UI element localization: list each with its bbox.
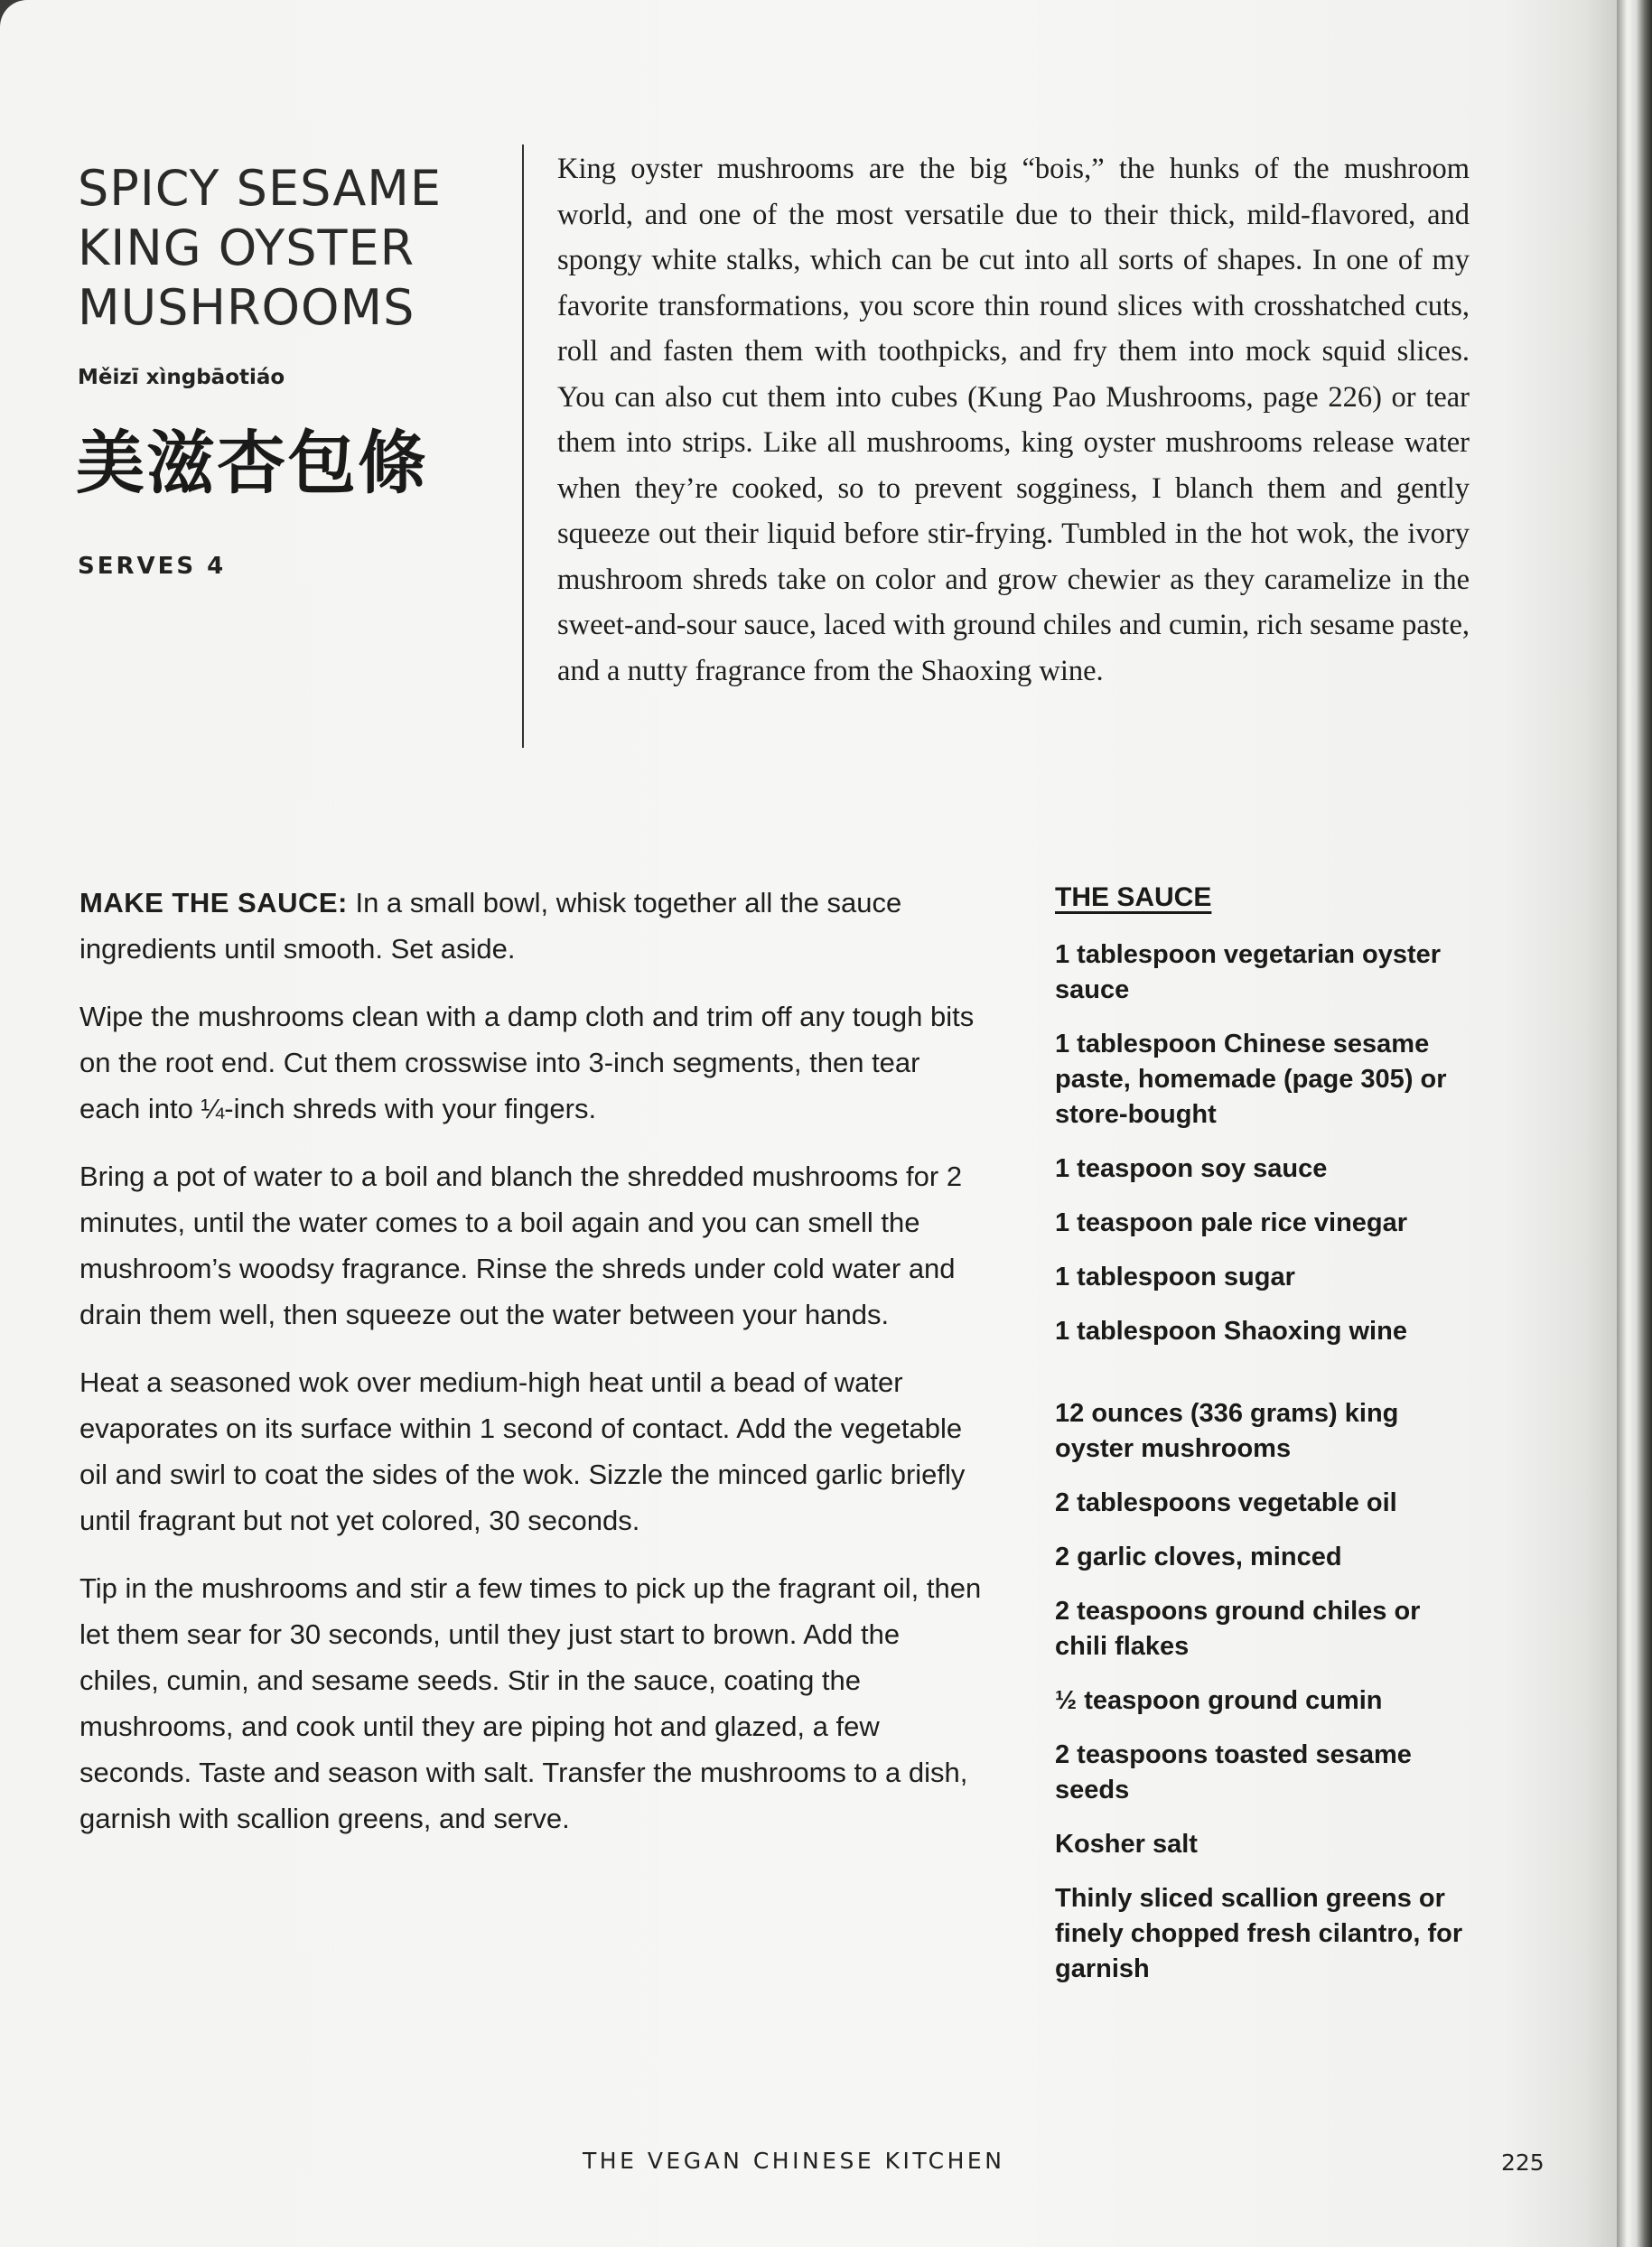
ingredient-item: Kosher salt: [1055, 1830, 1198, 1859]
recipe-chinese-name: 美滋杏包條: [76, 423, 428, 503]
ingredient-item: Thinly sliced scallion greens or finely chopped fresh cilantro, for garnish: [1055, 1884, 1463, 1983]
ingredient-item: 12 ounces (336 grams) king oyster mushrooms: [1055, 1399, 1399, 1463]
method-step-3: Bring a pot of water to a boil and blanch the shredded mushrooms for 2 minutes, until the water comes to a boil again and you can smell the mushroom’s woodsy fragrance. Rinse the shreds under cold water and drain them well, then squeeze out the water between your hands.: [79, 1161, 963, 1330]
step-lead: MAKE THE SAUCE:: [79, 887, 348, 918]
method-steps: [79, 880, 983, 1863]
ingredient-item: 2 teaspoons ground chiles or chili flakes: [1055, 1597, 1421, 1661]
book-title-footer: THE VEGAN CHINESE KITCHEN: [583, 2148, 1005, 2174]
vertical-divider: [522, 145, 524, 748]
ingredient-item: 1 tablespoon sugar: [1055, 1263, 1295, 1291]
recipe-title-line-2: KING OYSTER: [78, 219, 415, 276]
ingredient-item: 2 tablespoons vegetable oil: [1055, 1488, 1397, 1517]
ingredient-item: 1 tablespoon Shaoxing wine: [1055, 1317, 1407, 1346]
sauce-ingredients: [1055, 937, 1479, 1349]
method-step-5: Tip in the mushrooms and stir a few times to pick up the fragrant oil, then let them sear for 30 seconds, until they just start to brown. Add the chiles, cumin, and sesame seeds. Stir in the sauce, coating the mushrooms, and cook until they are piping hot and glazed, a few seconds. Taste and season with salt. Transfer the mushrooms to a dish, garnish with scallion greens, and serve.: [79, 1572, 982, 1834]
method-step-1: [79, 880, 983, 972]
ingredient-item: 2 teaspoons toasted sesame seeds: [1055, 1740, 1412, 1804]
sauce-heading: THE SAUCE: [1055, 882, 1212, 912]
recipe-intro: King oyster mushrooms are the big “bois,” the hunks of the mushroom world, and one of the most versatile due to their thick, mild-flavored, and spongy white stalks, which can be cut into all sorts of shapes. In one of my favorite transformations, you score thin round slices with crosshatched cuts, roll and fasten them with toothpicks, and fry them into mock squid slices. You can also cut them into cubes (Kung Pao Mushrooms, page 226) or tear them into strips. Like all mushrooms, king oyster mushrooms release water when they’re cooked, so to prevent sogginess, I blanch them and gently squeeze out their liquid before stir-frying. Tumbled in the hot wok, the ivory mushroom shreds take on color and grow chewier as they caramelize in the sweet-and-sour sauce, laced with ground chiles and cumin, rich sesame paste, and a nutty fragrance from the Shaoxing wine.: [557, 153, 1470, 687]
recipe-title-line-3: MUSHROOMS: [78, 279, 415, 336]
ingredients-column: [1055, 880, 1479, 2006]
ingredient-item: 1 teaspoon pale rice vinegar: [1055, 1208, 1408, 1237]
page-number: 225: [1501, 2149, 1545, 2176]
ingredient-item: 2 garlic cloves, minced: [1055, 1543, 1342, 1571]
ingredient-item: 1 teaspoon soy sauce: [1055, 1154, 1328, 1183]
method-step-4: Heat a seasoned wok over medium-high heat until a bead of water evaporates on its surface within 1 second of contact. Add the vegetable oil and swirl to coat the sides of the wok. Sizzle the minced garlic briefly until fragrant but not yet colored, 30 seconds.: [79, 1366, 966, 1536]
recipe-title-line-1: SPICY SESAME: [78, 160, 442, 217]
main-ingredients: [1055, 1396, 1479, 1987]
book-spine-edge: [1617, 0, 1652, 2247]
step-text: In a small bowl, whisk together all the sauce ingredients until smooth. Set aside.: [79, 887, 902, 965]
ingredient-item: ½ teaspoon ground cumin: [1055, 1686, 1383, 1715]
serves-label: SERVES 4: [78, 553, 227, 580]
recipe-pinyin: Měizī xìngbāotiáo: [78, 366, 285, 389]
ingredient-item: 1 tablespoon vegetarian oyster sauce: [1055, 940, 1442, 1004]
recipe-title: [78, 159, 466, 338]
ingredient-item: 1 tablespoon Chinese sesame paste, homemade (page 305) or store-bought: [1055, 1030, 1447, 1129]
method-step-2: Wipe the mushrooms clean with a damp cloth and trim off any tough bits on the root end. Cut them crosswise into 3-inch segments, then tear each into ¼-inch shreds with your fingers.: [79, 1001, 975, 1124]
